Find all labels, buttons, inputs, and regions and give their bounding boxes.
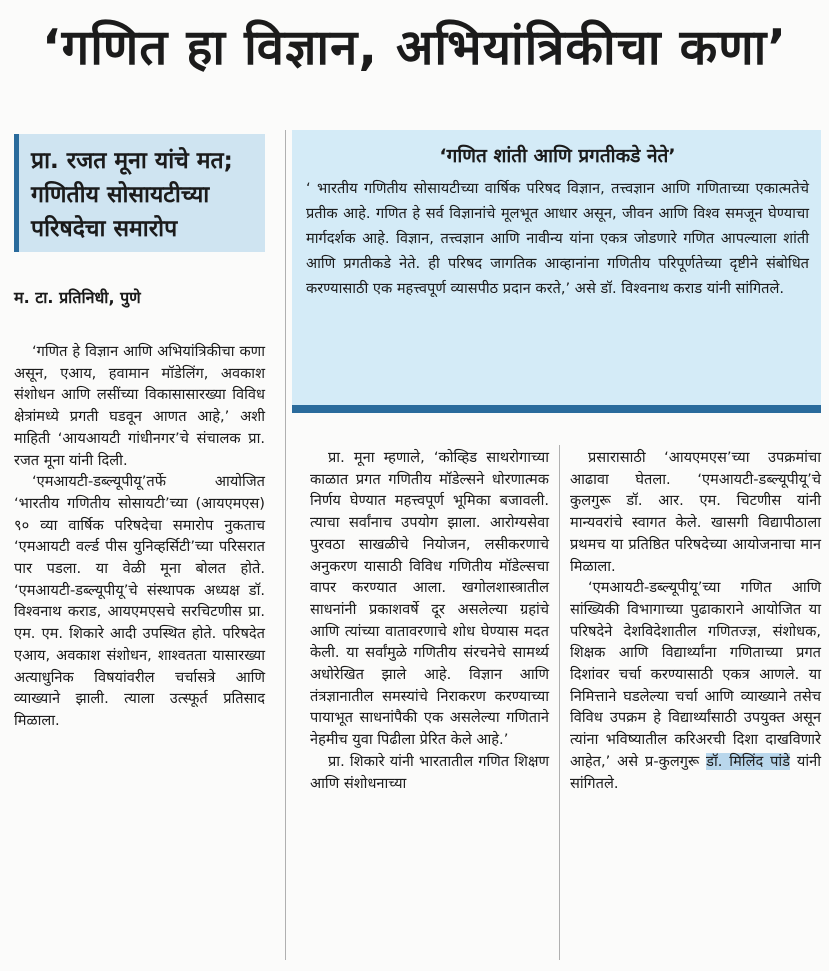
column-divider-1: [285, 130, 286, 960]
subhead: प्रा. रजत मूना यांचे मत; गणितीय सोसायटीच्या परिषदेचा समारोप: [14, 134, 265, 252]
paragraph-tail: यांनी सांगितले.: [570, 752, 821, 792]
highlighted-name: डॉ. मिलिंद पांडे: [706, 752, 790, 770]
article-column-3: [570, 447, 821, 794]
paragraph: प्रा. शिकारे यांनी भारतातील गणित शिक्षण आणि संशोधनाच्या: [310, 752, 549, 792]
paragraph: ‘एमआयटी-डब्ल्यूपीयू’तर्फे आयोजित ‘भारतीय गणितीय सोसायटी’च्या (आयएमएस) ९० व्या वार्षिक परिषदेचा समारोप नुकताच ‘एमआयटी वर्ल्ड पीस युनिव्हर्सिटी’च्या परिसरात पार पडला. या वेळी मूना बोलत होते. ‘एमआयटी-डब्ल्यूपीयू’चे संस्थापक अध्यक्ष डॉ. विश्वनाथ कराड, आयएमएसचे सरचिटणीस प्रा. एम. एम. शिकारे आदी उपस्थित होते. परिषदेत एआय, अवकाश संशोधन, शाश्वतता यासारख्या अत्याधुनिक विषयांवरील चर्चासत्रे आणि व्याख्याने झाली. त्याला उत्स्फूर्त प्रतिसाद मिळाला.: [14, 473, 265, 729]
quote-title: ‘गणित शांती आणि प्रगतीकडे नेते’: [439, 145, 676, 167]
article-column-2: [310, 447, 549, 794]
headline: ‘गणित हा विज्ञान, अभियांत्रिकीचा कणा’: [42, 19, 787, 76]
paragraph: [570, 577, 821, 794]
article-column-1: [14, 341, 265, 732]
column-divider-2: [559, 445, 560, 960]
quote-text: ‘ भारतीय गणितीय सोसायटीच्या वार्षिक परिषद विज्ञान, तत्त्वज्ञान आणि गणिताच्या एकात्मतेचे प्रतीक आहे. गणित हे सर्व विज्ञानांचे मूलभूत आधार असून, जीवन आणि विश्व समजून घेण्याचा मार्गदर्शक आहे. विज्ञान, तत्त्वज्ञान आणि नावीन्य यांना एकत्र जोडणारे गणित आपल्याला शांती आणि प्रगतीकडे नेते. ही परिषद जागतिक आव्हानांना गणितीय परिपूर्णतेच्या दृष्टीने संबोधित करण्यासाठी एक महत्त्वपूर्ण व्यासपीठ प्रदान करते,’ असे डॉ. विश्वनाथ कराड यांनी सांगितले.: [306, 180, 809, 297]
paragraph-text: ‘एमआयटी-डब्ल्यूपीयू’च्या गणित आणि सांख्यिकी विभागाच्या पुढाकाराने आयोजित या परिषदेने देशविदेशातील गणितज्ज्ञ, संशोधक, शिक्षक आणि विद्यार्थ्यांना गणिताच्या प्रगत दिशांवर चर्चा करण्यासाठी एकत्र आणले. या निमित्ताने घडलेल्या चर्चा आणि व्याख्याने तसेच विविध उपक्रम हे विद्यार्थ्यांसाठी उपयुक्त असून त्यांना भविष्यातील करिअरची दिशा दाखविणारे आहेत,’ असे प्र-कुलगुरू: [570, 579, 821, 770]
byline: म. टा. प्रतिनिधी, पुणे: [14, 288, 141, 307]
quote-box: [292, 130, 821, 413]
paragraph: ‘गणित हे विज्ञान आणि अभियांत्रिकीचा कणा असून, एआय, हवामान मॉडेलिंग, अवकाश संशोधन आणि लसींच्या विकासासारख्या विविध क्षेत्रांमध्ये प्रगती घडवून आणत आहे,’ अशी माहिती ‘आयआयटी गांधीनगर’चे संचालक प्रा. रजत मूना यांनी दिली.: [14, 343, 265, 469]
paragraph: प्रसारासाठी ‘आयएमएस’च्या उपक्रमांचा आढावा घेतला. ‘एमआयटी-डब्ल्यूपीयू’चे कुलगुरू डॉ. आर. एम. चिटणीस यांनी मान्यवरांचे स्वागत केले. खासगी विद्यापीठाला प्रथमच या प्रतिष्ठित परिषदेच्या आयोजनाचा मान मिळाला.: [570, 449, 821, 575]
paragraph: प्रा. मूना म्हणाले, ‘कोव्हिड साथरोगाच्या काळात प्रगत गणितीय मॉडेल्सने धोरणात्मक निर्णय घेण्यात महत्त्वपूर्ण भूमिका बजावली. त्याचा सर्वांनाच उपयोग झाला. आरोग्यसेवा पुरवठा साखळीचे नियोजन, लसीकरणाचे अनुकरण यासाठी विविध गणितीय मॉडेल्सचा वापर करण्यात आला. खगोलशास्त्रातील साधनांनी प्रकाशवर्षे दूर असलेल्या ग्रहांचे आणि त्यांच्या वातावरणाचे शोध घेण्यास मदत केली. या सर्वांमुळे गणितीय संरचनेचे सामर्थ्य अधोरेखित झाले आहे. विज्ञान आणि तंत्रज्ञानातील समस्यांचे निराकरण करण्याच्या पायाभूत साधनांपैकी एक असलेल्या गणिताने नेहमीच युवा पिढीला प्रेरित केले आहे.’: [310, 449, 549, 749]
